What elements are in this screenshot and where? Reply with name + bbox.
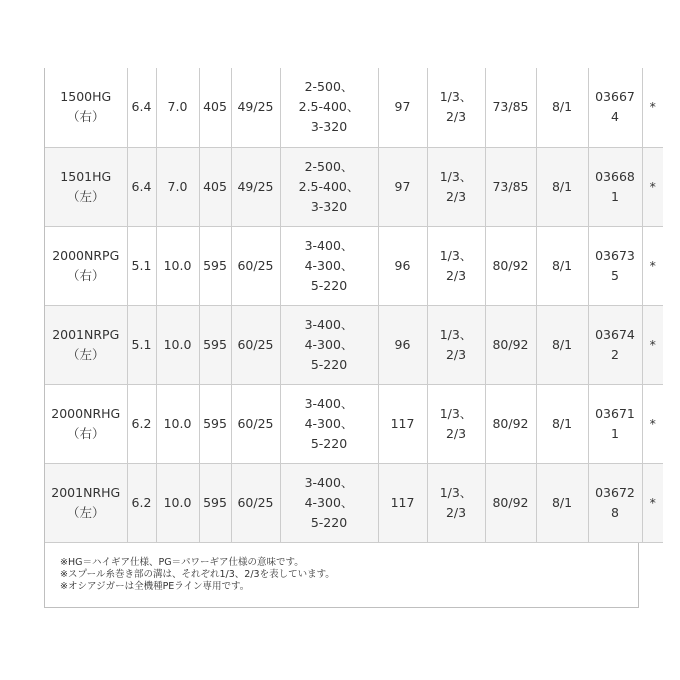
line-capacity-cell-line: 2.5-400、 [298, 178, 360, 194]
drag-cell: 49/25 [231, 68, 280, 147]
spool-groove-cell-line: 1/3、 [439, 168, 473, 184]
weight-cell: 595 [199, 384, 231, 463]
line-capacity-cell-line: 5-220 [310, 356, 348, 372]
mark-cell: * [642, 226, 663, 305]
drag-cell: 60/25 [231, 384, 280, 463]
mark-cell: * [642, 384, 663, 463]
spool-groove-cell-line: 2/3 [445, 109, 467, 125]
mark-cell: * [642, 68, 663, 147]
model-cell-line: （右） [66, 425, 105, 441]
product-code-cell-line: 03674 [595, 326, 635, 342]
line-capacity-cell [280, 305, 378, 384]
line-capacity-cell-line: 3-400、 [304, 395, 354, 411]
weight-cell: 595 [199, 463, 231, 542]
spool-groove-cell-line: 1/3、 [439, 326, 473, 342]
line-capacity-cell-line: 3-320 [310, 119, 348, 135]
spool-groove-cell-line: 2/3 [445, 267, 467, 283]
footnote: ※スプール糸巻き部の溝は、それぞれ1/3、2/3を表しています。 [60, 569, 335, 580]
line-capacity-cell [280, 384, 378, 463]
drag-cell: 60/25 [231, 463, 280, 542]
table-row [45, 68, 663, 147]
product-code-cell-line: 1 [611, 188, 619, 204]
gear-cell: 6.2 [127, 463, 156, 542]
product-code-cell-line: 03672 [595, 484, 635, 500]
model-cell [45, 226, 127, 305]
spool-groove-cell [427, 463, 485, 542]
line-capacity-cell-line: 4-300、 [304, 336, 354, 352]
gear-cell: 5.1 [127, 305, 156, 384]
spool-groove-cell [427, 384, 485, 463]
handle-cell: 117 [378, 384, 427, 463]
footnotes [60, 557, 335, 593]
retrieve-cell: 10.0 [156, 384, 199, 463]
product-code-cell-line: 8 [611, 504, 619, 520]
weight-cell: 595 [199, 305, 231, 384]
model-cell-line: （右） [66, 267, 105, 283]
line-capacity-cell-line: 5-220 [310, 514, 348, 530]
bearing-cell: 80/92 [485, 226, 536, 305]
spec-table-frame [44, 68, 656, 608]
ratio-cell: 8/1 [536, 226, 588, 305]
weight-cell: 405 [199, 68, 231, 147]
product-code-cell [588, 226, 642, 305]
product-code-cell [588, 147, 642, 226]
mark-cell: * [642, 147, 663, 226]
model-cell-line: 2000NRHG [51, 405, 121, 421]
product-code-cell-line: 4 [611, 109, 619, 125]
footnote: ※HG＝ハイギア仕様、PG＝パワーギア仕様の意味です。 [60, 557, 304, 568]
gear-cell: 6.4 [127, 68, 156, 147]
spool-groove-cell [427, 68, 485, 147]
ratio-cell: 8/1 [536, 305, 588, 384]
retrieve-cell: 7.0 [156, 68, 199, 147]
spool-groove-cell-line: 1/3、 [439, 484, 473, 500]
bearing-cell: 80/92 [485, 305, 536, 384]
model-cell-line: 2000NRPG [52, 247, 120, 263]
spool-groove-cell [427, 226, 485, 305]
gear-cell: 6.2 [127, 384, 156, 463]
weight-cell: 405 [199, 147, 231, 226]
line-capacity-cell [280, 147, 378, 226]
spool-groove-cell-line: 1/3、 [439, 405, 473, 421]
line-capacity-cell-line: 4-300、 [304, 415, 354, 431]
bearing-cell: 80/92 [485, 463, 536, 542]
product-code-cell-line: 03668 [595, 168, 635, 184]
line-capacity-cell [280, 226, 378, 305]
gear-cell: 5.1 [127, 226, 156, 305]
spec-table [45, 68, 663, 543]
model-cell-line: （左） [66, 188, 105, 204]
ratio-cell: 8/1 [536, 463, 588, 542]
model-cell [45, 463, 127, 542]
bearing-cell: 73/85 [485, 68, 536, 147]
product-code-cell-line: 03671 [595, 405, 635, 421]
line-capacity-cell-line: 4-300、 [304, 257, 354, 273]
bearing-cell: 80/92 [485, 384, 536, 463]
drag-cell: 60/25 [231, 226, 280, 305]
line-capacity-cell-line: 3-400、 [304, 474, 354, 490]
handle-cell: 96 [378, 226, 427, 305]
ratio-cell: 8/1 [536, 147, 588, 226]
spool-groove-cell-line: 2/3 [445, 425, 467, 441]
line-capacity-cell [280, 463, 378, 542]
line-capacity-cell [280, 68, 378, 147]
line-capacity-cell-line: 3-400、 [304, 316, 354, 332]
spool-groove-cell-line: 2/3 [445, 346, 467, 362]
retrieve-cell: 10.0 [156, 305, 199, 384]
model-cell [45, 147, 127, 226]
handle-cell: 117 [378, 463, 427, 542]
product-code-cell-line: 2 [611, 346, 619, 362]
mark-cell: * [642, 305, 663, 384]
product-code-cell [588, 305, 642, 384]
line-capacity-cell-line: 2-500、 [304, 158, 354, 174]
model-cell-line: 2001NRHG [51, 484, 121, 500]
handle-cell: 97 [378, 68, 427, 147]
spool-groove-cell-line: 2/3 [445, 188, 467, 204]
spool-groove-cell-line: 1/3、 [439, 247, 473, 263]
drag-cell: 60/25 [231, 305, 280, 384]
retrieve-cell: 10.0 [156, 226, 199, 305]
footnote: ※オシアジガーは全機種PEライン専用です。 [60, 581, 250, 592]
model-cell [45, 68, 127, 147]
model-cell-line: 1501HG [60, 168, 112, 184]
drag-cell: 49/25 [231, 147, 280, 226]
model-cell-line: （左） [66, 346, 105, 362]
table-row [45, 226, 663, 305]
model-cell-line: 1500HG [60, 89, 112, 105]
product-code-cell-line: 03667 [595, 89, 635, 105]
handle-cell: 96 [378, 305, 427, 384]
mark-cell: * [642, 463, 663, 542]
model-cell [45, 384, 127, 463]
bearing-cell: 73/85 [485, 147, 536, 226]
handle-cell: 97 [378, 147, 427, 226]
table-row [45, 305, 663, 384]
spool-groove-cell [427, 147, 485, 226]
retrieve-cell: 10.0 [156, 463, 199, 542]
line-capacity-cell-line: 2-500、 [304, 79, 354, 95]
line-capacity-cell-line: 3-320 [310, 198, 348, 214]
line-capacity-cell-line: 4-300、 [304, 494, 354, 510]
model-cell-line: （右） [66, 109, 105, 125]
retrieve-cell: 7.0 [156, 147, 199, 226]
line-capacity-cell-line: 5-220 [310, 435, 348, 451]
product-code-cell-line: 5 [611, 267, 619, 283]
line-capacity-cell-line: 5-220 [310, 277, 348, 293]
line-capacity-cell-line: 2.5-400、 [298, 99, 360, 115]
product-code-cell-line: 1 [611, 425, 619, 441]
product-code-cell [588, 463, 642, 542]
table-row [45, 147, 663, 226]
ratio-cell: 8/1 [536, 68, 588, 147]
table-row [45, 384, 663, 463]
model-cell [45, 305, 127, 384]
table-row [45, 463, 663, 542]
spool-groove-cell [427, 305, 485, 384]
spool-groove-cell-line: 2/3 [445, 504, 467, 520]
line-capacity-cell-line: 3-400、 [304, 237, 354, 253]
product-code-cell-line: 03673 [595, 247, 635, 263]
model-cell-line: （左） [66, 504, 105, 520]
product-code-cell [588, 68, 642, 147]
model-cell-line: 2001NRPG [52, 326, 120, 342]
spec-table-body [45, 68, 663, 542]
product-code-cell [588, 384, 642, 463]
spool-groove-cell-line: 1/3、 [439, 89, 473, 105]
gear-cell: 6.4 [127, 147, 156, 226]
weight-cell: 595 [199, 226, 231, 305]
ratio-cell: 8/1 [536, 384, 588, 463]
